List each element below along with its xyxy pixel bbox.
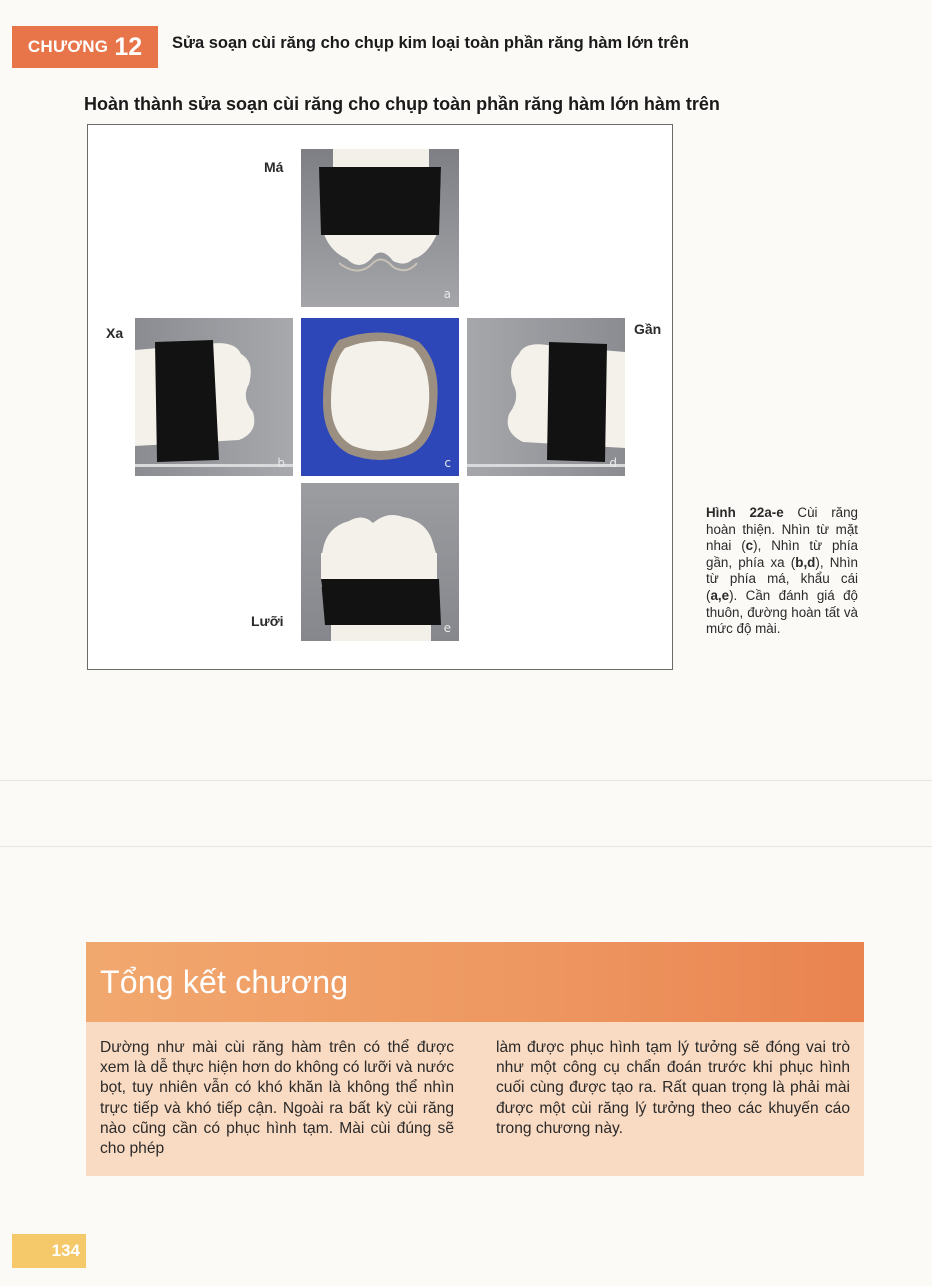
summary-title: Tổng kết chương xyxy=(100,963,349,1000)
chapter-word: CHƯƠNG xyxy=(27,37,109,56)
divider xyxy=(0,846,932,847)
summary-column-1: Dường như mài cùi răng hàm trên có thể được xem là dễ thực hiện hơn do không có lưỡi và nước bọt, tuy nhiên vẫn có khó khăn là không thể nhìn trực tiếp và khó tiếp cận. Ngoài ra bất kỳ cùi răng nào cũng cần có phục hình tạm. Mài cùi đúng sẽ cho phép xyxy=(100,1039,454,1158)
caption-text: ), Nhìn từ phía má, khẩu cái ( xyxy=(706,554,859,603)
label-distal: Xa xyxy=(106,325,124,341)
photo-letter: c xyxy=(444,456,451,470)
caption-ref-bd: b,d xyxy=(795,554,816,570)
photo-letter: d xyxy=(609,456,617,470)
caption-text: ). Cần đánh giá độ thuôn, đường hoàn tất và mức độ mài. xyxy=(706,587,858,637)
section-title: Hoàn thành sửa soạn cùi răng cho chụp toàn phần răng hàm lớn hàm trên xyxy=(84,94,720,114)
label-lingual: Lưỡi xyxy=(251,613,284,629)
summary-header xyxy=(86,942,864,1022)
summary-columns xyxy=(100,1038,850,1159)
photo-letter: e xyxy=(443,621,451,635)
divider xyxy=(0,780,932,781)
caption-ref-ae: a,e xyxy=(710,587,730,603)
photo-e-lingual xyxy=(301,483,459,641)
chapter-number: 12 xyxy=(114,32,143,61)
running-title: Sửa soạn cùi răng cho chụp kim loại toàn phần răng hàm lớn trên xyxy=(172,34,689,52)
caption-text: Cùi răng hoàn thiện. Nhìn từ mặt nhai ( xyxy=(706,505,858,554)
chapter-summary-box xyxy=(86,942,864,1176)
caption-text: ), Nhìn từ phía gần, phía xa ( xyxy=(706,538,859,570)
photo-a-buccal xyxy=(301,149,459,307)
photo-letter: a xyxy=(443,287,451,301)
photo-b-distal xyxy=(135,318,293,476)
photo-letter: b xyxy=(277,456,285,470)
figure-ref: Hình 22a-e xyxy=(706,505,784,520)
label-mesial: Gần xyxy=(634,321,662,337)
caption-ref-c: c xyxy=(745,538,754,554)
page-number: 134 xyxy=(12,1234,86,1268)
photo-c-occlusal xyxy=(301,318,459,476)
chapter-tab xyxy=(12,26,158,68)
summary-column-2: làm được phục hình tạm lý tưởng sẽ đóng vai trò như một công cụ chẩn đoán trước khi phục hình cuối cùng được tạo ra. Rất quan trọng là phải mài được một cùi răng lý tưởng theo các khuyến cáo trong chương này. xyxy=(496,1039,850,1137)
photo-d-mesial xyxy=(467,318,625,476)
figure-caption xyxy=(706,505,858,638)
label-buccal: Má xyxy=(264,159,284,175)
figure-frame xyxy=(87,124,673,670)
